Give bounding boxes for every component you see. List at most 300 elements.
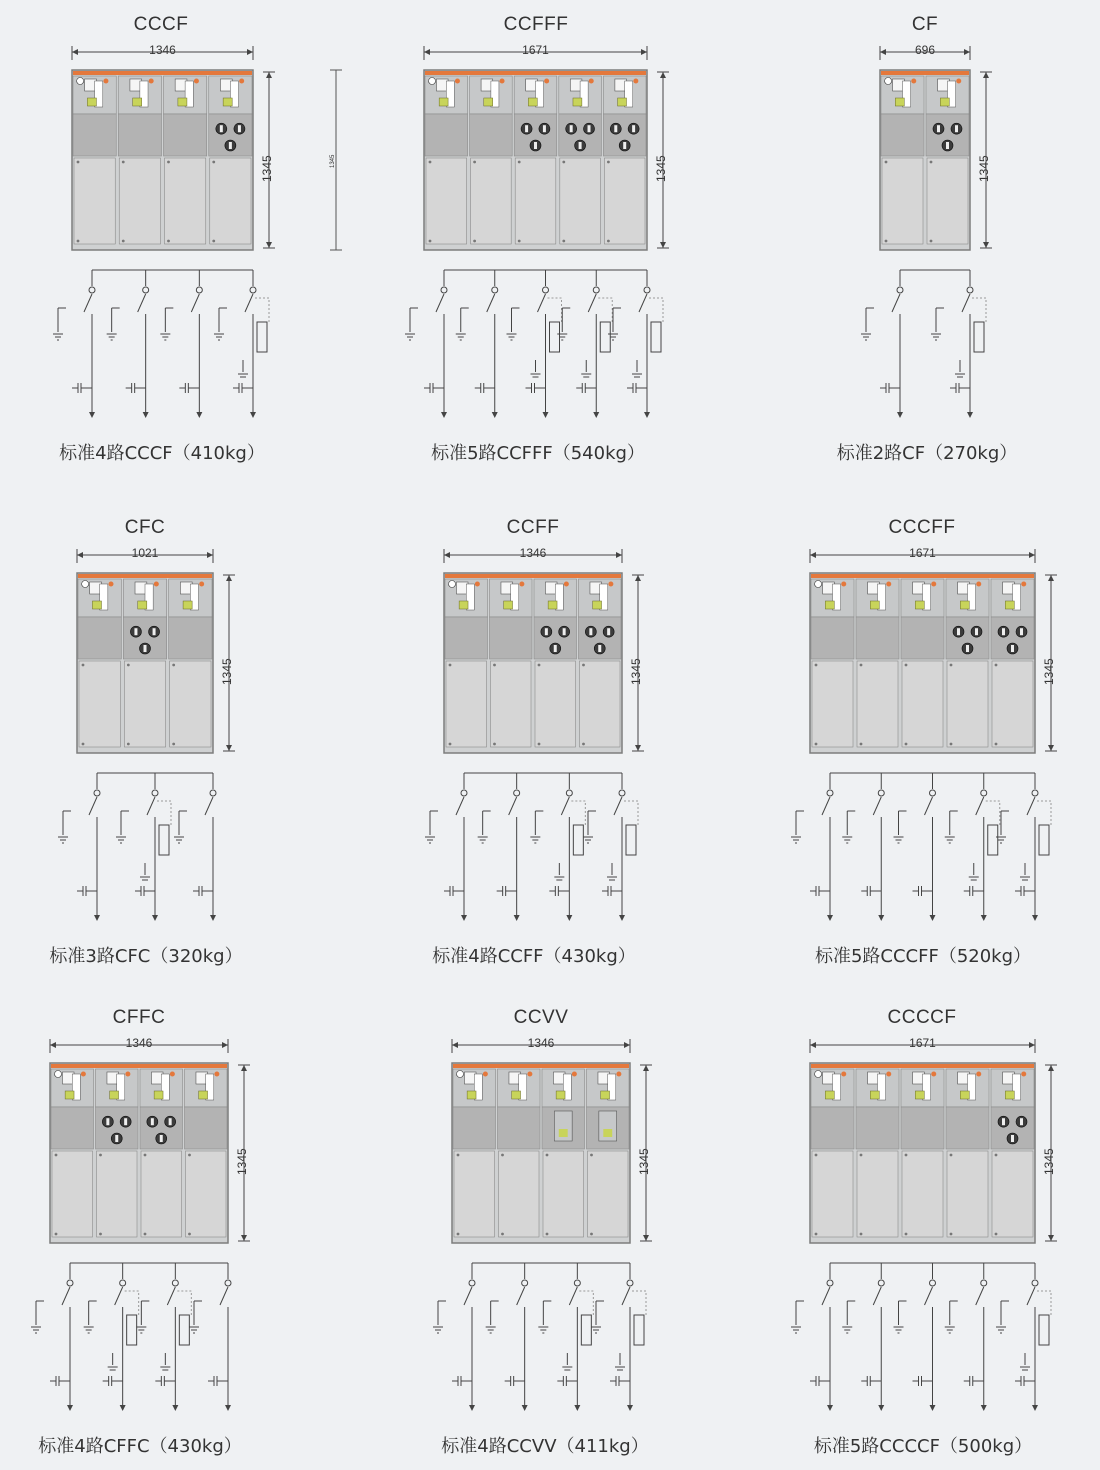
earth-symbol xyxy=(894,837,904,843)
height-dimension-label: 1345 xyxy=(235,1148,249,1175)
single-line-diagram xyxy=(66,268,267,428)
earth-symbol xyxy=(554,877,564,880)
door-bolt xyxy=(501,1233,504,1236)
door-bolt xyxy=(815,743,818,746)
fuse-cap-slot xyxy=(1011,1135,1014,1142)
status-lamp xyxy=(527,1072,532,1077)
earth-symbol xyxy=(478,837,488,843)
isolator-contact xyxy=(644,287,650,293)
status-lamp xyxy=(170,1072,175,1077)
operating-handle-socket xyxy=(601,1091,610,1099)
switchgear-front-view xyxy=(71,549,247,769)
earth-symbol xyxy=(931,334,941,340)
fuse-symbol xyxy=(651,322,661,352)
earth-symbol xyxy=(160,334,170,340)
trip-link xyxy=(255,298,269,322)
door-bolt xyxy=(905,743,908,746)
cable-compartment-upper xyxy=(51,1107,94,1149)
trip-link xyxy=(598,298,612,322)
status-lamp xyxy=(475,582,480,587)
cable-arrow xyxy=(627,1405,633,1411)
fuse-cap-slot xyxy=(1002,1118,1005,1125)
fuse-symbol xyxy=(988,825,998,855)
cable-arrow xyxy=(981,1405,987,1411)
door-bolt xyxy=(457,1233,460,1236)
earth-symbol xyxy=(894,1327,904,1333)
cable-door xyxy=(857,1151,898,1237)
cable-arrow xyxy=(827,915,833,921)
cable-compartment-upper xyxy=(73,114,116,156)
feeder-V xyxy=(538,1263,593,1411)
status-lamp xyxy=(589,79,594,84)
fuse-cap-slot xyxy=(1011,645,1014,652)
switchgear-front-view xyxy=(44,1039,262,1259)
operating-handle-socket xyxy=(439,98,448,106)
earth-symbol xyxy=(615,1367,625,1370)
orange-top-band xyxy=(811,574,1034,578)
operating-handle-socket xyxy=(484,98,493,106)
door-bolt xyxy=(860,664,863,667)
isolator-contact xyxy=(981,1280,987,1286)
operating-handle-socket xyxy=(825,1091,834,1099)
door-bolt xyxy=(582,743,585,746)
config-caption: 标准4路CCCF（410kg） xyxy=(59,443,265,464)
earth-symbol xyxy=(107,334,117,340)
cable-compartment-upper xyxy=(811,617,854,659)
orange-top-band xyxy=(881,71,969,75)
door-bolt xyxy=(546,1233,549,1236)
isolator-contact xyxy=(619,790,625,796)
switch-blade xyxy=(138,294,146,312)
fuse-cap-slot xyxy=(545,628,548,635)
feeder-C xyxy=(433,1263,475,1411)
cable-door xyxy=(454,1151,495,1237)
height-dimension-label: 1345 xyxy=(260,155,274,182)
feeder-C xyxy=(486,1263,528,1411)
isolator-contact xyxy=(514,790,520,796)
earth-symbol xyxy=(136,1327,146,1333)
earth-symbol xyxy=(608,334,618,340)
status-lamp xyxy=(931,1072,936,1077)
voltage-indicator-symbol xyxy=(1015,886,1035,896)
isolator-contact xyxy=(878,790,884,796)
door-bolt xyxy=(950,664,953,667)
trip-link xyxy=(1037,801,1051,825)
earth-symbol xyxy=(189,1327,199,1333)
door-bolt xyxy=(127,743,130,746)
status-lamp xyxy=(886,582,891,587)
earth-symbol xyxy=(842,837,852,843)
single-line-diagram xyxy=(804,771,1049,931)
voltage-indicator-symbol xyxy=(950,383,970,393)
door-bolt xyxy=(930,240,933,243)
voltage-indicator-symbol xyxy=(72,383,92,393)
width-dimension-label: 1346 xyxy=(527,1036,555,1050)
switch-blade xyxy=(962,294,970,312)
status-lamp xyxy=(109,582,114,587)
earth-symbol xyxy=(214,334,224,340)
logo-badge xyxy=(429,78,436,85)
cable-arrow xyxy=(514,915,520,921)
earth-symbol xyxy=(530,837,540,843)
door-bolt xyxy=(930,161,933,164)
isolator-contact xyxy=(152,790,158,796)
status-lamp xyxy=(911,79,916,84)
voltage-indicator-symbol xyxy=(126,383,146,393)
earth-symbol xyxy=(581,374,591,377)
orange-top-band xyxy=(453,1064,629,1068)
status-lamp xyxy=(1021,582,1026,587)
cable-arrow xyxy=(543,412,549,418)
cable-compartment-upper xyxy=(453,1107,496,1149)
height-dimension-label: 1345 xyxy=(629,658,643,685)
cable-door xyxy=(927,158,968,244)
fuse-symbol xyxy=(1039,825,1049,855)
cable-compartment-upper xyxy=(118,114,161,156)
door-bolt xyxy=(860,1154,863,1157)
voltage-indicator-symbol xyxy=(103,1376,123,1386)
door-bolt xyxy=(950,1233,953,1236)
switch-blade xyxy=(115,1287,123,1305)
voltage-indicator-symbol xyxy=(880,383,900,393)
earth-symbol xyxy=(583,837,593,843)
cable-door xyxy=(119,158,160,244)
switch-blade xyxy=(622,1287,630,1305)
cable-door xyxy=(992,1151,1033,1237)
fuse-cap-slot xyxy=(607,628,610,635)
isolator-contact xyxy=(67,1280,73,1286)
operating-handle-socket xyxy=(915,601,924,609)
door-bolt xyxy=(538,743,541,746)
fuse-cap-slot xyxy=(554,645,557,652)
cable-arrow xyxy=(492,412,498,418)
status-lamp xyxy=(103,79,108,84)
feeder-F xyxy=(136,1263,191,1411)
fuse-cap-slot xyxy=(946,142,949,149)
cable-arrow xyxy=(566,915,572,921)
status-lamp xyxy=(976,1072,981,1077)
status-lamp xyxy=(483,1072,488,1077)
switch-blade xyxy=(873,1287,881,1305)
feeder-C xyxy=(478,773,520,921)
switch-blade xyxy=(517,1287,525,1305)
cable-door xyxy=(947,661,988,747)
fuse-cap-slot xyxy=(955,125,958,132)
cable-arrow xyxy=(469,1405,475,1411)
cable-arrow xyxy=(981,915,987,921)
door-bolt xyxy=(144,1154,147,1157)
fuse-cap-slot xyxy=(115,1135,118,1142)
door-bolt xyxy=(995,1154,998,1157)
cable-door xyxy=(165,158,206,244)
door-bolt xyxy=(188,1233,191,1236)
earth-symbol xyxy=(969,877,979,880)
cable-compartment-upper xyxy=(425,114,468,156)
operating-handle-socket xyxy=(593,601,602,609)
switch-blade xyxy=(561,797,569,815)
operating-handle-socket xyxy=(87,98,96,106)
voltage-indicator-symbol xyxy=(964,886,984,896)
earth-symbol xyxy=(996,1327,1006,1333)
isolator-contact xyxy=(172,1280,178,1286)
switchgear-front-view xyxy=(446,1039,664,1259)
operating-handle-socket xyxy=(92,601,101,609)
voltage-indicator-symbol xyxy=(627,383,647,393)
door-bolt xyxy=(429,240,432,243)
cable-door xyxy=(426,158,467,244)
cable-compartment-upper xyxy=(901,617,944,659)
operating-handle-socket xyxy=(223,98,232,106)
door-bolt xyxy=(122,240,125,243)
cable-door xyxy=(535,661,576,747)
door-bolt xyxy=(950,1154,953,1157)
cable-arrow xyxy=(574,1405,580,1411)
isolator-contact xyxy=(441,287,447,293)
earth-symbol xyxy=(456,334,466,340)
feeder-F xyxy=(116,773,171,921)
door-bolt xyxy=(546,1154,549,1157)
switchgear-front-view xyxy=(438,549,656,769)
cable-door xyxy=(580,661,621,747)
feeder-F xyxy=(507,270,562,418)
cable-door xyxy=(588,1151,629,1237)
switch-blade xyxy=(436,294,444,312)
voltage-indicator-symbol xyxy=(424,383,444,393)
logo-badge xyxy=(55,1071,62,1078)
switchgear-front-view xyxy=(874,46,1004,266)
earth-symbol xyxy=(591,1327,601,1333)
door-bolt xyxy=(449,664,452,667)
voltage-indicator-symbol xyxy=(810,886,830,896)
status-lamp xyxy=(841,1072,846,1077)
breaker-handle xyxy=(559,1129,568,1137)
switch-blade xyxy=(147,797,155,815)
operating-handle-socket xyxy=(960,601,969,609)
trip-link xyxy=(579,1291,593,1315)
cable-compartment-upper xyxy=(490,617,533,659)
logo-badge xyxy=(815,1071,822,1078)
height-dimension-label: 1345 xyxy=(977,155,991,182)
door-bolt xyxy=(127,664,130,667)
cable-arrow xyxy=(94,915,100,921)
earth-symbol xyxy=(108,1367,118,1370)
operating-handle-socket xyxy=(65,1091,74,1099)
trip-link xyxy=(632,1291,646,1315)
voltage-indicator-symbol xyxy=(964,1376,984,1386)
switch-blade xyxy=(220,1287,228,1305)
cable-arrow xyxy=(120,1405,126,1411)
config-title: CCFF xyxy=(506,517,560,538)
earth-symbol xyxy=(955,374,965,377)
feeder-C xyxy=(791,773,833,921)
feeder-C xyxy=(189,1263,231,1411)
earth-symbol xyxy=(405,334,415,340)
feeder-C xyxy=(842,1263,884,1411)
switch-blade xyxy=(873,797,881,815)
operating-handle-socket xyxy=(138,601,147,609)
operating-handle-socket xyxy=(825,601,834,609)
voltage-indicator-symbol xyxy=(610,1376,630,1386)
config-caption: 标准5路CCCCF（500kg） xyxy=(813,1436,1033,1457)
trip-link xyxy=(548,298,562,322)
door-bolt xyxy=(582,664,585,667)
height-dimension-label: 1345 xyxy=(1042,658,1056,685)
door-bolt xyxy=(995,743,998,746)
config-title: CCCF xyxy=(133,14,189,35)
isolator-contact xyxy=(827,790,833,796)
fuse-symbol xyxy=(974,322,984,352)
config-caption: 标准5路CCFFF（540kg） xyxy=(431,443,645,464)
cable-arrow xyxy=(461,915,467,921)
config-caption: 标准4路CCFF（430kg） xyxy=(432,946,636,967)
door-bolt xyxy=(493,743,496,746)
width-dimension-label: 696 xyxy=(914,43,936,57)
door-bolt xyxy=(607,240,610,243)
breaker-symbol xyxy=(634,1315,644,1345)
trip-link xyxy=(649,298,663,322)
operating-handle-socket xyxy=(940,98,949,106)
cable-door xyxy=(471,158,512,244)
cable-door xyxy=(210,158,251,244)
door-bolt xyxy=(885,161,888,164)
operating-handle-socket xyxy=(459,601,468,609)
voltage-indicator-symbol xyxy=(155,1376,175,1386)
door-bolt xyxy=(82,664,85,667)
cable-arrow xyxy=(225,1405,231,1411)
cable-door xyxy=(74,158,115,244)
switchgear-front-view xyxy=(66,46,287,266)
status-lamp xyxy=(519,582,524,587)
isolator-contact xyxy=(967,287,973,293)
width-dimension-label: 1671 xyxy=(909,1036,936,1050)
trip-link xyxy=(125,1291,139,1315)
operating-handle-socket xyxy=(870,601,879,609)
cable-compartment-upper xyxy=(185,1107,228,1149)
fuse-cap-slot xyxy=(937,125,940,132)
cable-door xyxy=(186,1151,227,1237)
feeder-C xyxy=(456,270,498,418)
feeder-C xyxy=(58,773,100,921)
earth-symbol xyxy=(791,1327,801,1333)
fuse-cap-slot xyxy=(1002,628,1005,635)
switch-blade xyxy=(1027,797,1035,815)
isolator-contact xyxy=(469,1280,475,1286)
logo-badge xyxy=(82,581,89,588)
fuse-cap-slot xyxy=(579,142,582,149)
switch-blade xyxy=(976,797,984,815)
height-dimension-label: 1345 xyxy=(220,658,234,685)
door-bolt xyxy=(172,664,175,667)
status-lamp xyxy=(455,79,460,84)
fuse-cap-slot xyxy=(598,645,601,652)
isolator-contact xyxy=(897,287,903,293)
config-title: CF xyxy=(911,14,939,35)
width-dimension-label: 1671 xyxy=(909,546,936,560)
switch-blade xyxy=(976,1287,984,1305)
cable-compartment-upper xyxy=(78,617,121,659)
cable-door xyxy=(604,158,645,244)
switch-blade xyxy=(822,797,830,815)
operating-handle-socket xyxy=(870,1091,879,1099)
fuse-cap-slot xyxy=(957,628,960,635)
feeder-C xyxy=(894,773,936,921)
fuse-symbol xyxy=(127,1315,137,1345)
feeder-F xyxy=(996,1263,1051,1411)
trip-link xyxy=(571,801,585,825)
cable-arrow xyxy=(1032,1405,1038,1411)
logo-badge xyxy=(77,78,84,85)
fuse-cap-slot xyxy=(160,1135,163,1142)
cable-compartment-upper xyxy=(169,617,212,659)
cable-arrow xyxy=(593,412,599,418)
single-line-diagram xyxy=(804,1261,1049,1421)
logo-badge xyxy=(457,1071,464,1078)
isolator-contact xyxy=(878,1280,884,1286)
cable-door xyxy=(543,1151,584,1237)
voltage-indicator-symbol xyxy=(557,1376,577,1386)
width-dimension-label: 1346 xyxy=(519,546,547,560)
cable-compartment-upper xyxy=(946,1107,989,1149)
earth-symbol xyxy=(1020,877,1030,880)
cable-compartment-upper xyxy=(856,617,899,659)
status-lamp xyxy=(616,1072,621,1077)
config-caption: 标准3路CFC（320kg） xyxy=(49,946,243,967)
isolator-contact xyxy=(543,287,549,293)
operating-handle-socket xyxy=(528,98,537,106)
isolator-contact xyxy=(89,287,95,293)
switch-blade xyxy=(205,797,213,815)
fuse-cap-slot xyxy=(570,125,573,132)
feeder-C xyxy=(894,1263,936,1411)
fuse-cap-slot xyxy=(134,628,137,635)
operating-handle-socket xyxy=(183,601,192,609)
cable-arrow xyxy=(522,1405,528,1411)
cable-door xyxy=(812,1151,853,1237)
single-line-diagram xyxy=(874,268,984,428)
status-lamp xyxy=(1021,1072,1026,1077)
standalone-height-label: 1345 xyxy=(330,154,336,168)
voltage-indicator-symbol xyxy=(526,383,546,393)
voltage-indicator-symbol xyxy=(810,1376,830,1386)
status-lamp xyxy=(608,582,613,587)
earth-symbol xyxy=(507,334,517,340)
door-bolt xyxy=(885,240,888,243)
door-bolt xyxy=(55,1233,58,1236)
single-line-diagram xyxy=(418,268,661,428)
fuse-symbol xyxy=(573,825,583,855)
config-title: CFFC xyxy=(112,1007,166,1028)
cable-arrow xyxy=(878,915,884,921)
operating-handle-socket xyxy=(512,1091,521,1099)
fuse-cap-slot xyxy=(151,1118,154,1125)
single-line-diagram xyxy=(71,771,227,931)
fuse-cap-slot xyxy=(525,125,528,132)
config-caption: 标准4路CCVV（411kg） xyxy=(441,1436,649,1457)
voltage-indicator-symbol xyxy=(505,1376,525,1386)
cable-arrow xyxy=(67,1405,73,1411)
earth-symbol xyxy=(632,374,642,377)
fuse-cap-slot xyxy=(589,628,592,635)
fuse-cap-slot xyxy=(623,142,626,149)
earth-symbol xyxy=(433,1327,443,1333)
fuse-cap-slot xyxy=(543,125,546,132)
switch-blade xyxy=(509,797,517,815)
width-dimension-label: 1346 xyxy=(125,1036,153,1050)
isolator-contact xyxy=(1032,1280,1038,1286)
cable-door xyxy=(857,661,898,747)
feeder-F xyxy=(84,1263,139,1411)
status-lamp xyxy=(976,582,981,587)
